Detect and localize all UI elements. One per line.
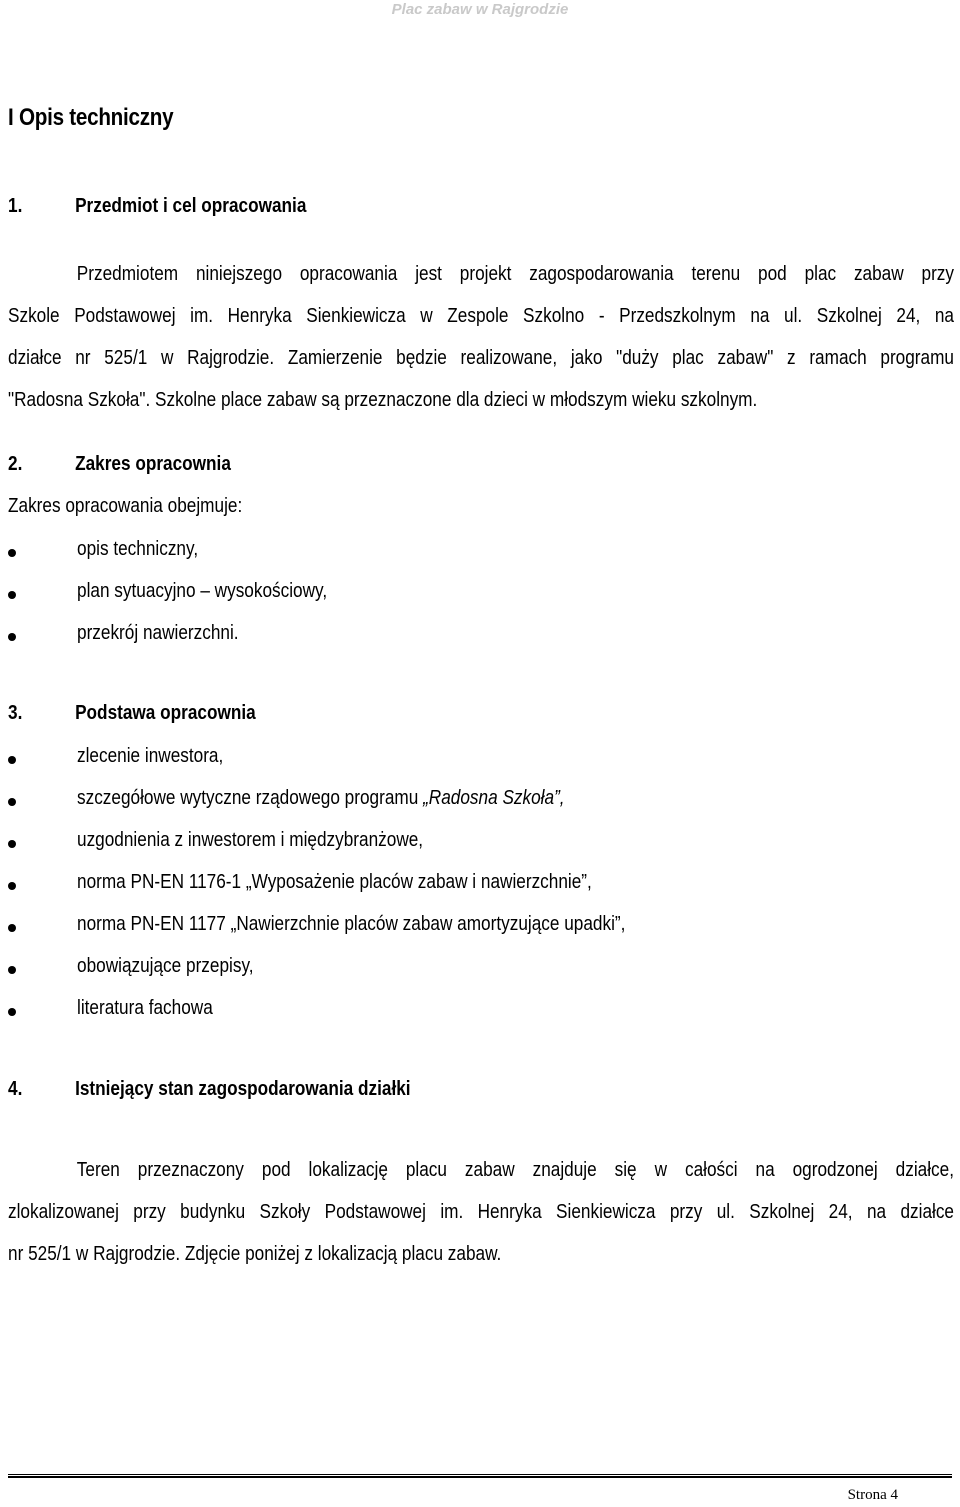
bullet-icon [8, 591, 16, 599]
section-title: Zakres opracownia [75, 453, 231, 475]
bullet-icon [8, 756, 16, 764]
running-header: Plac zabaw w Rajgrodzie [391, 1, 569, 18]
section-1-heading [8, 195, 306, 218]
section-3-heading [8, 702, 256, 725]
section-4-heading [8, 1078, 411, 1101]
bullet-icon [8, 840, 16, 848]
section-4-paragraph [8, 1149, 954, 1275]
section-title: Podstawa opracownia [75, 702, 256, 724]
paragraph-line: Przedmiotem niniejszego opracowania jest projekt zagospodarowania terenu pod plac zabaw przy [76, 263, 955, 285]
bullet-icon [8, 966, 16, 974]
section-title: Istniejący stan zagospodarowania działki [75, 1078, 411, 1100]
paragraph-line: "Radosna Szkoła". Szkolne place zabaw są przeznaczone dla dzieci w młodszym wieku szkolnym. [8, 389, 758, 411]
section-title: Przedmiot i cel opracowania [75, 195, 307, 217]
bullet-icon [8, 1008, 16, 1016]
paragraph-line: nr 525/1 w Rajgrodzie. Zdjęcie poniżej z lokalizacją placu zabaw. [8, 1243, 502, 1265]
footer-rule [8, 1474, 952, 1478]
paragraph-line: zlokalizowanej przy budynku Szkoły Podstawowej im. Henryka Sienkiewicza przy ul. Szkolnej 24, na działce [8, 1201, 954, 1223]
paragraph-line: działce nr 525/1 w Rajgrodzie. Zamierzenie będzie realizowane, jako "duży plac zabaw" z ramach programu [8, 347, 954, 369]
section-number: 2. [8, 453, 23, 475]
section-number: 3. [8, 702, 23, 724]
document-title: I Opis techniczny [8, 104, 174, 131]
section-number: 4. [8, 1078, 23, 1100]
bullet-icon [8, 798, 16, 806]
bullet-icon [8, 882, 16, 890]
page-number: Strona 4 [847, 1487, 898, 1503]
paragraph-line: Szkole Podstawowej im. Henryka Sienkiewicza w Zespole Szkolno - Przedszkolnym na ul. Szkolnej 24, na [8, 305, 954, 327]
bullet-icon [8, 549, 16, 557]
section-1-paragraph [8, 253, 954, 421]
section-2-intro: Zakres opracowania obejmuje: [8, 495, 243, 517]
bullet-icon [8, 633, 16, 641]
paragraph-line: Teren przeznaczony pod lokalizację placu zabaw znajduje się w całości na ogrodzonej działce, [76, 1159, 955, 1181]
italic-program-name: „Radosna Szkoła”, [423, 787, 565, 809]
section-number: 1. [8, 195, 23, 217]
bullet-icon [8, 924, 16, 932]
section-2-heading [8, 453, 231, 476]
